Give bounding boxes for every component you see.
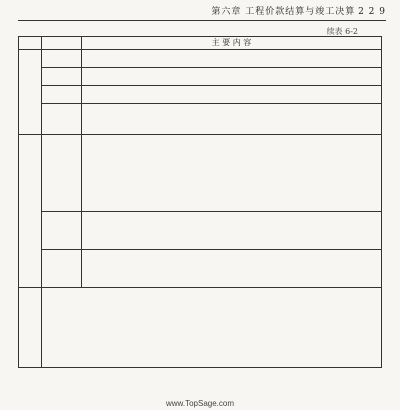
section-label: [19, 135, 41, 287]
section-label: [19, 49, 41, 134]
row-label: [42, 49, 80, 67]
row-text: [83, 87, 377, 102]
page-number: 2 2 9: [358, 7, 386, 17]
row-text: [83, 69, 377, 84]
main-content-header: 主 要 内 容: [81, 37, 381, 49]
section-label: [19, 288, 41, 368]
row-label: [42, 250, 80, 287]
row-divider: [41, 211, 381, 212]
row-label: [42, 104, 80, 134]
footer-watermark: www.TopSage.com: [165, 399, 235, 408]
row-label: [42, 135, 80, 211]
row-text: [83, 51, 377, 66]
row-text: [83, 251, 377, 286]
row-label: [42, 212, 80, 249]
row-label: [42, 86, 80, 103]
chapter-title: 第六章 工程价款结算与竣工决算: [211, 7, 356, 17]
row-divider: [41, 67, 381, 68]
row-text: [83, 137, 377, 210]
row-text: [83, 213, 377, 248]
row-divider: [41, 85, 381, 86]
section-divider: [19, 287, 381, 288]
row-label: [42, 68, 80, 85]
row-divider: [41, 103, 381, 104]
content-table: [18, 36, 382, 368]
row-text: [45, 289, 377, 367]
row-text: [83, 105, 377, 133]
continued-table-label: 续表 6-2: [326, 27, 358, 36]
page-header: [18, 6, 386, 21]
row-divider: [41, 249, 381, 250]
